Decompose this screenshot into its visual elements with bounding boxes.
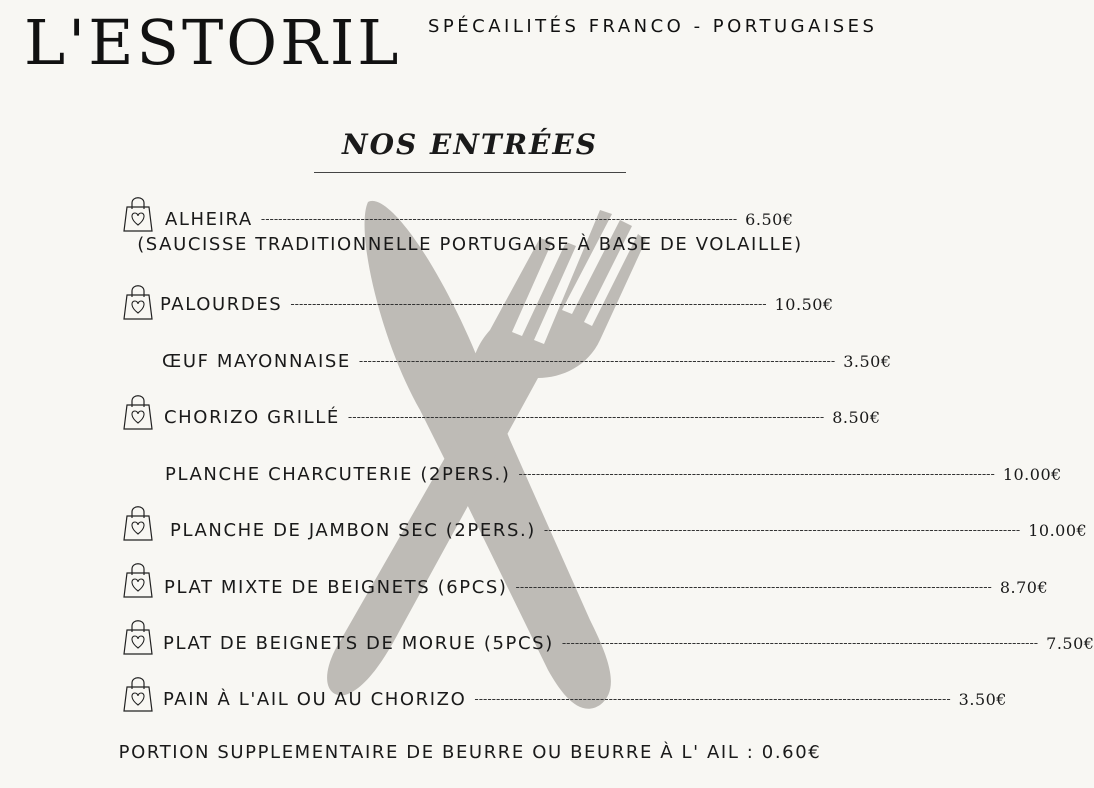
shopping-bag-heart-icon [122,283,154,321]
section-title: NOS ENTRÉES [342,128,598,161]
menu-item-name: ŒUF MAYONNAISE [162,350,351,372]
shopping-bag-heart-icon [122,675,154,713]
menu-item-name: PALOURDES [160,293,283,315]
alheira-description: (SAUCISSE TRADITIONNELLE PORTUGAISE À BASE DE VOLAILLE) [137,234,803,255]
menu-item-palourdes [160,289,834,319]
dot-leader: -------------------------------------------------------------------------------------------------------------- [347,410,825,424]
menu-item-oeuf-mayonnaise [162,346,892,376]
shopping-bag-heart-icon [122,504,154,542]
menu-item-name: PLANCHE CHARCUTERIE (2PERS.) [165,463,511,485]
menu-item-name: PLANCHE DE JAMBON SEC (2PERS.) [170,519,536,541]
menu-item-price: 8.70€ [999,577,1049,597]
dot-leader: -------------------------------------------------------------------------------------------------------------- [474,692,951,706]
menu-item-price: 3.50€ [958,689,1007,709]
dot-leader: -------------------------------------------------------------------------------------------------------------- [358,354,836,368]
menu-item-price: 10.00€ [1028,520,1088,540]
shopping-bag-heart-icon [122,561,154,599]
menu-item-price: 3.50€ [843,351,892,371]
menu-item-price: 7.50€ [1046,633,1094,653]
dot-leader: -------------------------------------------------------------------------------------------------------------- [290,297,767,311]
shopping-bag-heart-icon [122,195,154,233]
menu-item-planche-charcuterie [165,459,1062,489]
menu-item-price: 8.50€ [832,407,881,427]
dot-leader: -------------------------------------------------------------------------------------------------------------- [260,212,738,226]
footer-note: PORTION SUPPLEMENTAIRE DE BEURRE OU BEURRE À L' AIL : 0.60€ [118,742,822,763]
menu-item-price: 10.00€ [1002,464,1062,484]
menu-item-plat-mixte-beignets [164,572,1049,602]
restaurant-tagline: SPÉCAILITÉS FRANCO - PORTUGAISES [428,16,878,37]
menu-item-price: 10.50€ [774,294,834,314]
dot-leader: -------------------------------------------------------------------------------------------------------------- [515,580,992,594]
menu-item-price: 6.50€ [745,209,794,229]
menu-item-name: PAIN À L'AIL OU AU CHORIZO [163,688,467,710]
menu-item-planche-jambon-sec [170,515,1088,545]
dot-leader: -------------------------------------------------------------------------------------------------------------- [561,636,1039,650]
menu-item-chorizo-grille [164,402,881,432]
menu-item-alheira [165,204,794,234]
menu-item-name: ALHEIRA [165,208,253,230]
menu-item-name: PLAT MIXTE DE BEIGNETS (6PCS) [164,576,508,598]
shopping-bag-heart-icon [122,618,154,656]
shopping-bag-heart-icon [122,393,154,431]
restaurant-name: L'ESTORIL [24,6,402,79]
dot-leader: -------------------------------------------------------------------------------------------------------------- [518,467,995,481]
menu-item-pain-ail-chorizo [163,684,1007,714]
menu-item-name: PLAT DE BEIGNETS DE MORUE (5PCS) [163,632,554,654]
menu-item-beignets-morue [163,628,1094,658]
dot-leader: -------------------------------------------------------------------------------------------------------------- [543,523,1021,537]
title-divider [314,172,626,173]
menu-item-name: CHORIZO GRILLÉ [164,406,340,428]
